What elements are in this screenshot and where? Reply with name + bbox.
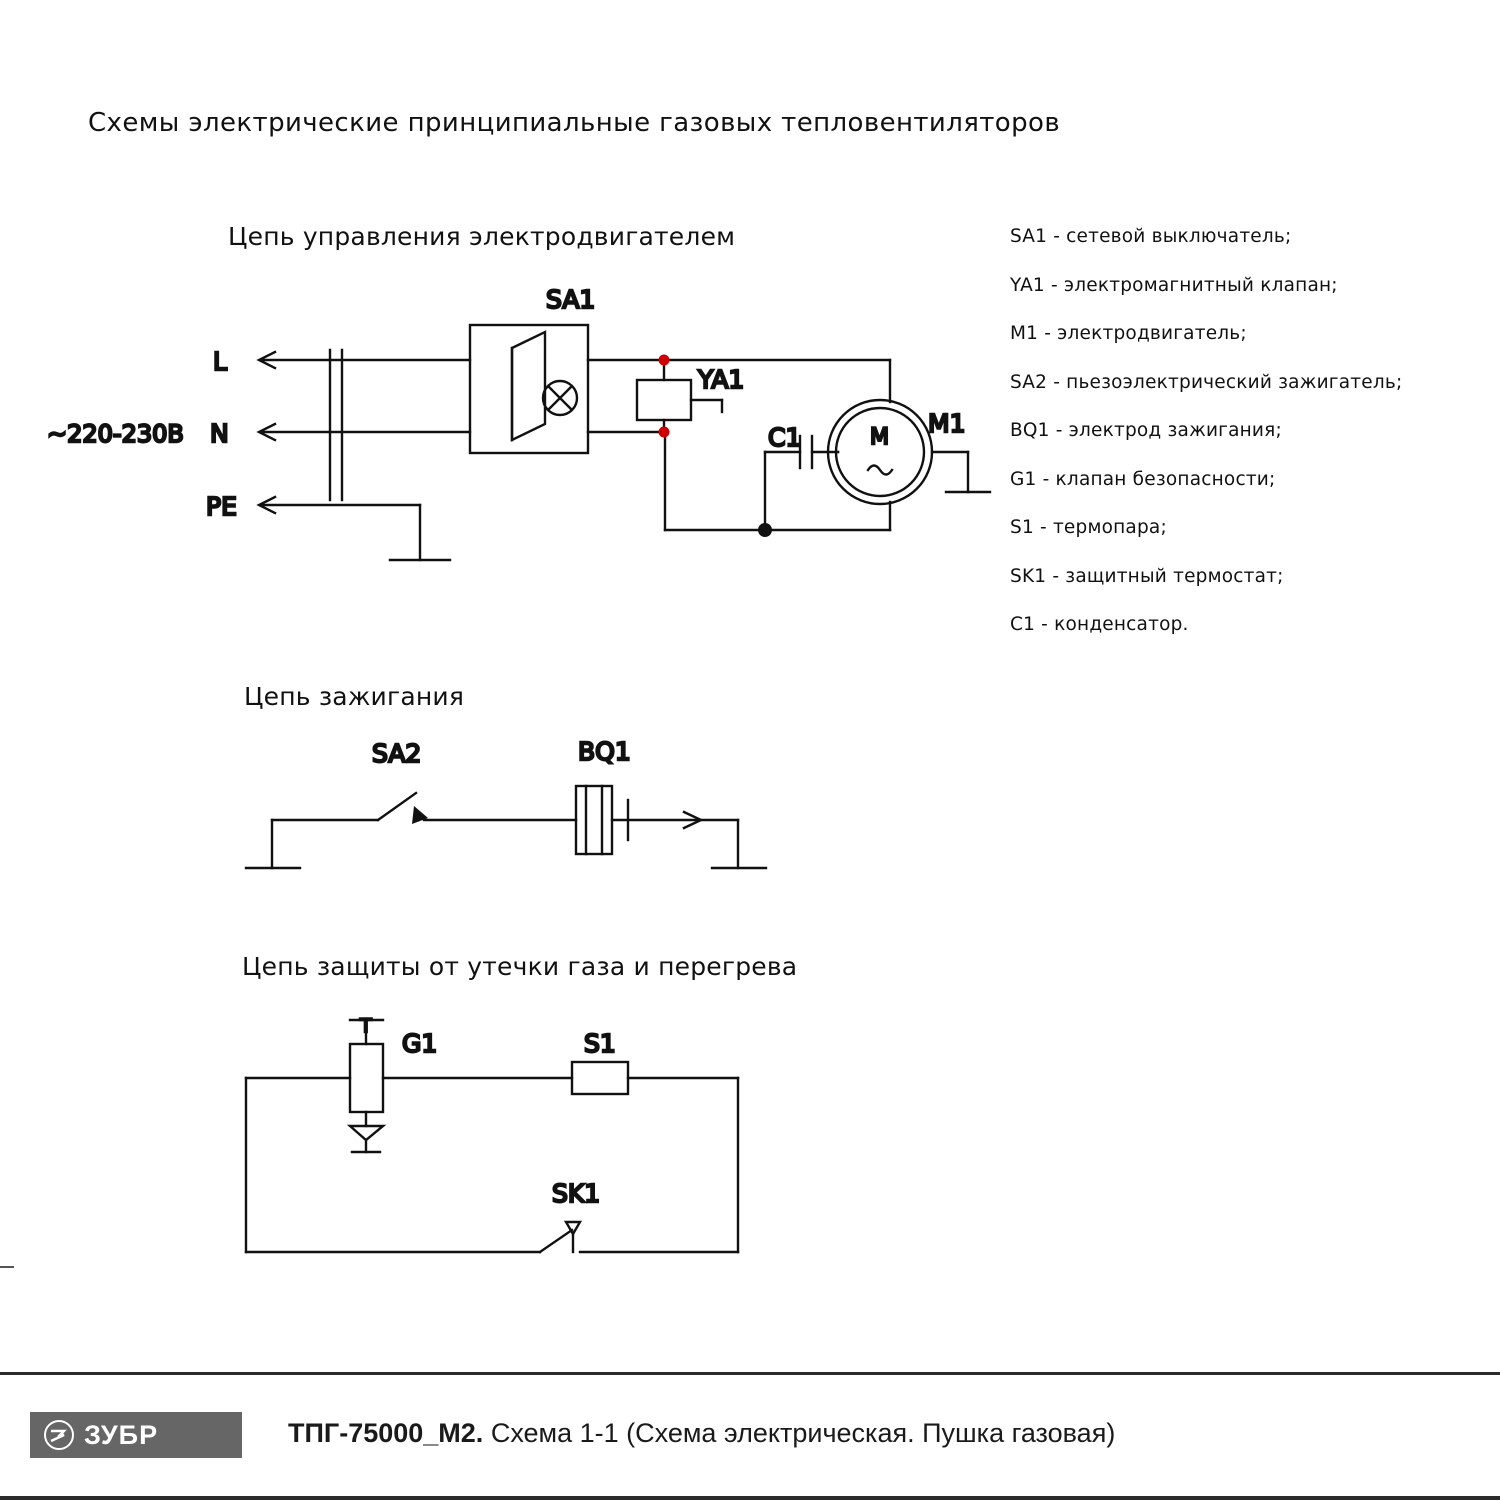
legend-item: SA1 - сетевой выключатель; xyxy=(1010,226,1292,247)
component-label-sa2: SA2 xyxy=(372,739,422,768)
crop-mark xyxy=(0,1266,14,1268)
legend-item: SK1 - защитный термостат; xyxy=(1010,565,1284,587)
page-title: Схемы электрические принципиальные газовых тепловентиляторов xyxy=(88,108,1061,138)
footer-caption xyxy=(288,1418,1115,1449)
component-label-g1: G1 xyxy=(402,1029,438,1058)
legend-item: S1 - термопара; xyxy=(1010,517,1167,538)
motor-symbol-letter: M xyxy=(870,425,889,450)
model-number: ТПГ-75000_М2. xyxy=(288,1418,484,1448)
section-title-motor-control: Цепь управления электродвигателем xyxy=(228,222,736,251)
component-label-sa1: SA1 xyxy=(546,285,596,314)
legend-list xyxy=(1010,226,1480,663)
legend-item: C1 - конденсатор. xyxy=(1010,614,1189,635)
component-label-ya1: YA1 xyxy=(698,365,745,394)
section-title-protection: Цепь защиты от утечки газа и перегрева xyxy=(242,952,798,981)
terminal-label-l: L xyxy=(213,347,227,376)
footer-caption-text: Схема 1-1 (Схема электрическая. Пушка газовая) xyxy=(490,1418,1116,1448)
brand-name: ЗУБР xyxy=(84,1419,159,1450)
legend-item: SA2 - пьезоэлектрический зажигатель; xyxy=(1010,371,1403,393)
component-label-s1: S1 xyxy=(584,1029,616,1058)
supply-voltage-label: ~220-230В xyxy=(47,420,184,448)
footer-divider-bottom xyxy=(0,1496,1500,1500)
section-title-ignition: Цепь зажигания xyxy=(244,682,465,711)
legend-item: M1 - электродвигатель; xyxy=(1010,323,1247,344)
component-label-sk1: SK1 xyxy=(552,1179,601,1208)
terminal-label-n: N xyxy=(210,419,229,448)
component-label-c1: C1 xyxy=(768,423,802,452)
brand-badge xyxy=(30,1412,242,1458)
legend-item: YA1 - электромагнитный клапан; xyxy=(1010,274,1338,296)
legend-item: BQ1 - электрод зажигания; xyxy=(1010,420,1282,441)
component-label-bq1: BQ1 xyxy=(578,737,631,766)
terminal-label-pe: PE xyxy=(206,492,237,521)
footer-divider-top xyxy=(0,1372,1500,1375)
legend-item: G1 - клапан безопасности; xyxy=(1010,468,1276,490)
zubr-logo-icon xyxy=(44,1420,74,1450)
component-label-m1: M1 xyxy=(928,409,966,438)
valve-mark-t: T xyxy=(360,1015,372,1037)
